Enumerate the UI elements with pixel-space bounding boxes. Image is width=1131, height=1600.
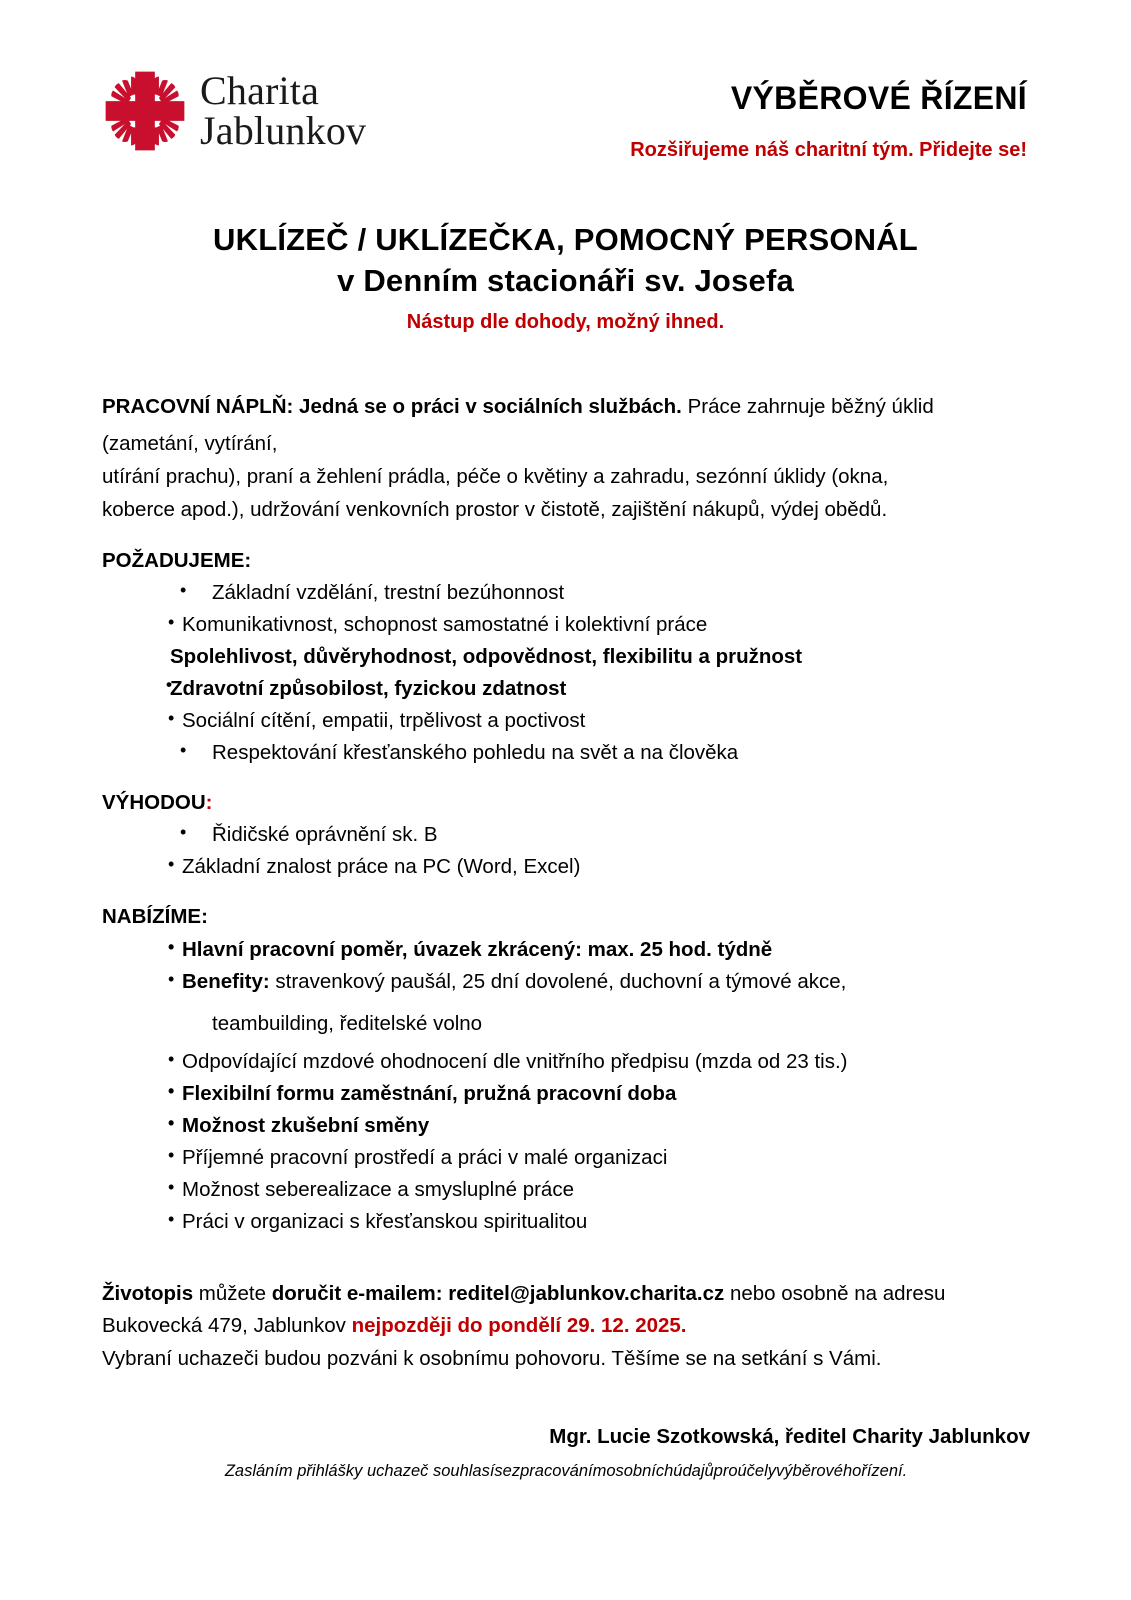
list-item xyxy=(102,705,1030,737)
offer-heading: NABÍZÍME: xyxy=(102,905,208,929)
list-item xyxy=(102,851,1030,883)
list-item xyxy=(102,1142,1030,1174)
advantages-heading xyxy=(102,790,1030,814)
list-item xyxy=(102,1206,1030,1238)
contact-deadline: nejpozději do pondělí 29. 12. 2025. xyxy=(351,1314,687,1338)
list-item xyxy=(102,1078,1030,1110)
list-item-label: Zdravotní způsobilost, fyzickou zdatnost xyxy=(170,676,567,700)
logo-line-1: Charita xyxy=(200,68,320,114)
list-item xyxy=(102,609,1030,641)
list-item-label: stravenkový paušál, 25 dní dovolené, duchovní a týmové akce, xyxy=(269,969,847,993)
list-item-label: Možnost zkušební směny xyxy=(182,1113,430,1137)
contact-block xyxy=(102,1278,1030,1375)
list-item-label: Komunikativnost, schopnost samostatné i kolektivní práce xyxy=(182,613,708,637)
list-item xyxy=(102,966,1030,998)
job-description-line-4: koberce apod.), udržování venkovních prostor v čistotě, zajištění nákupů, výdej obědů. xyxy=(102,498,888,522)
logo-line-2: Jablunkov xyxy=(200,108,367,153)
contact-cv-word: Životopis xyxy=(102,1282,194,1305)
requirements-list xyxy=(102,577,1030,769)
advantages-heading-text: VÝHODOU xyxy=(102,790,206,814)
job-title-line-1: UKLÍZEČ / UKLÍZEČKA, POMOCNÝ PERSONÁL xyxy=(213,222,918,257)
gdpr-footnote: Zasláním přihlášky uchazeč souhlasísezpracovánímosobníchúdajůproúčelyvýběrovéhořízení. xyxy=(224,1462,908,1480)
list-item-lead: Benefity: xyxy=(182,969,270,993)
advantages-list xyxy=(102,819,1030,883)
list-item xyxy=(102,1046,1030,1078)
list-item-label: Spolehlivost, důvěryhodnost, odpovědnost, flexibilitu a pružnost xyxy=(170,644,803,668)
offer-list xyxy=(102,934,1030,1238)
contact-address: Bukovecká 479, Jablunkov xyxy=(102,1314,352,1338)
charita-logo xyxy=(104,70,366,152)
job-description-paragraph xyxy=(102,388,1030,427)
caritas-cross-icon xyxy=(104,70,186,152)
header-subtitle: Rozšiřujeme náš charitní tým. Přidejte se! xyxy=(630,139,1027,161)
list-item-label: Příjemné pracovní prostředí a práci v malé organizaci xyxy=(182,1145,668,1169)
list-item xyxy=(102,737,1030,769)
list-item-label: Odpovídající mzdové ohodnocení dle vnitřního předpisu (mzda od 23 tis.) xyxy=(182,1049,848,1073)
list-item xyxy=(102,1110,1030,1142)
list-item-label: Hlavní pracovní poměr, úvazek zkrácený: max. 25 hod. týdně xyxy=(182,937,773,961)
job-description-line-3: utírání prachu), praní a žehlení prádla, péče o květiny a zahradu, sezónní úklidy (okna, xyxy=(102,465,889,489)
list-item-label: Práci v organizaci s křesťanskou spiritualitou xyxy=(182,1209,588,1233)
contact-line-3: Vybraní uchazeči budou pozváni k osobnímu pohovoru. Těšíme se na setkání s Vámi. xyxy=(102,1346,882,1370)
page-header xyxy=(0,62,1131,182)
requirements-heading: POŽADUJEME: xyxy=(102,548,252,572)
list-item xyxy=(102,934,1030,966)
list-item-label: Základní vzdělání, trestní bezúhonnost xyxy=(212,581,565,605)
job-description-line-2: (zametání, vytírání, xyxy=(102,431,278,455)
list-item xyxy=(102,819,1030,851)
logo-wordmark xyxy=(200,68,367,153)
job-description-rest: Práce zahrnuje běžný úklid xyxy=(687,395,934,418)
contact-line-1 xyxy=(102,1278,1030,1310)
page-title: VÝBĚROVÉ ŘÍZENÍ xyxy=(730,80,1027,116)
job-start-note: Nástup dle dohody, možný ihned. xyxy=(406,311,725,334)
list-item xyxy=(102,673,1030,705)
list-item-continuation: teambuilding, ředitelské volno xyxy=(212,1011,483,1035)
job-description-label: PRACOVNÍ NÁPLŇ: xyxy=(102,395,294,418)
job-description-bold-intro: Jedná se o práci v sociálních službách. xyxy=(299,395,682,418)
list-item-label: Základní znalost práce na PC (Word, Excel) xyxy=(182,855,581,879)
list-item-label: Řidičské oprávnění sk. B xyxy=(212,823,438,847)
signature: Mgr. Lucie Szotkowská, ředitel Charity Jablunkov xyxy=(549,1425,1030,1448)
job-body xyxy=(102,388,1030,1238)
contact-email[interactable]: doručit e-mailem: reditel@jablunkov.charita.cz xyxy=(271,1282,725,1305)
contact-line-2 xyxy=(102,1310,1030,1342)
list-item-label: Sociální cítění, empatii, trpělivost a poctivost xyxy=(182,708,586,732)
advantages-heading-colon: : xyxy=(205,790,213,814)
contact-line-1-end: nebo osobně na adresu xyxy=(724,1282,946,1305)
list-item-label: Možnost seberealizace a smysluplné práce xyxy=(182,1177,574,1201)
list-item xyxy=(102,1174,1030,1206)
list-item xyxy=(102,641,1030,673)
header-text-block xyxy=(557,80,1027,162)
list-item-label: Respektování křesťanského pohledu na svět a na člověka xyxy=(212,740,739,764)
contact-line-1-mid: můžete xyxy=(193,1282,272,1305)
job-title-line-2: v Denním stacionáři sv. Josefa xyxy=(337,262,794,298)
list-item-label: Flexibilní formu zaměstnání, pružná pracovní doba xyxy=(182,1081,677,1105)
job-title-block xyxy=(0,222,1131,334)
list-item xyxy=(102,577,1030,609)
